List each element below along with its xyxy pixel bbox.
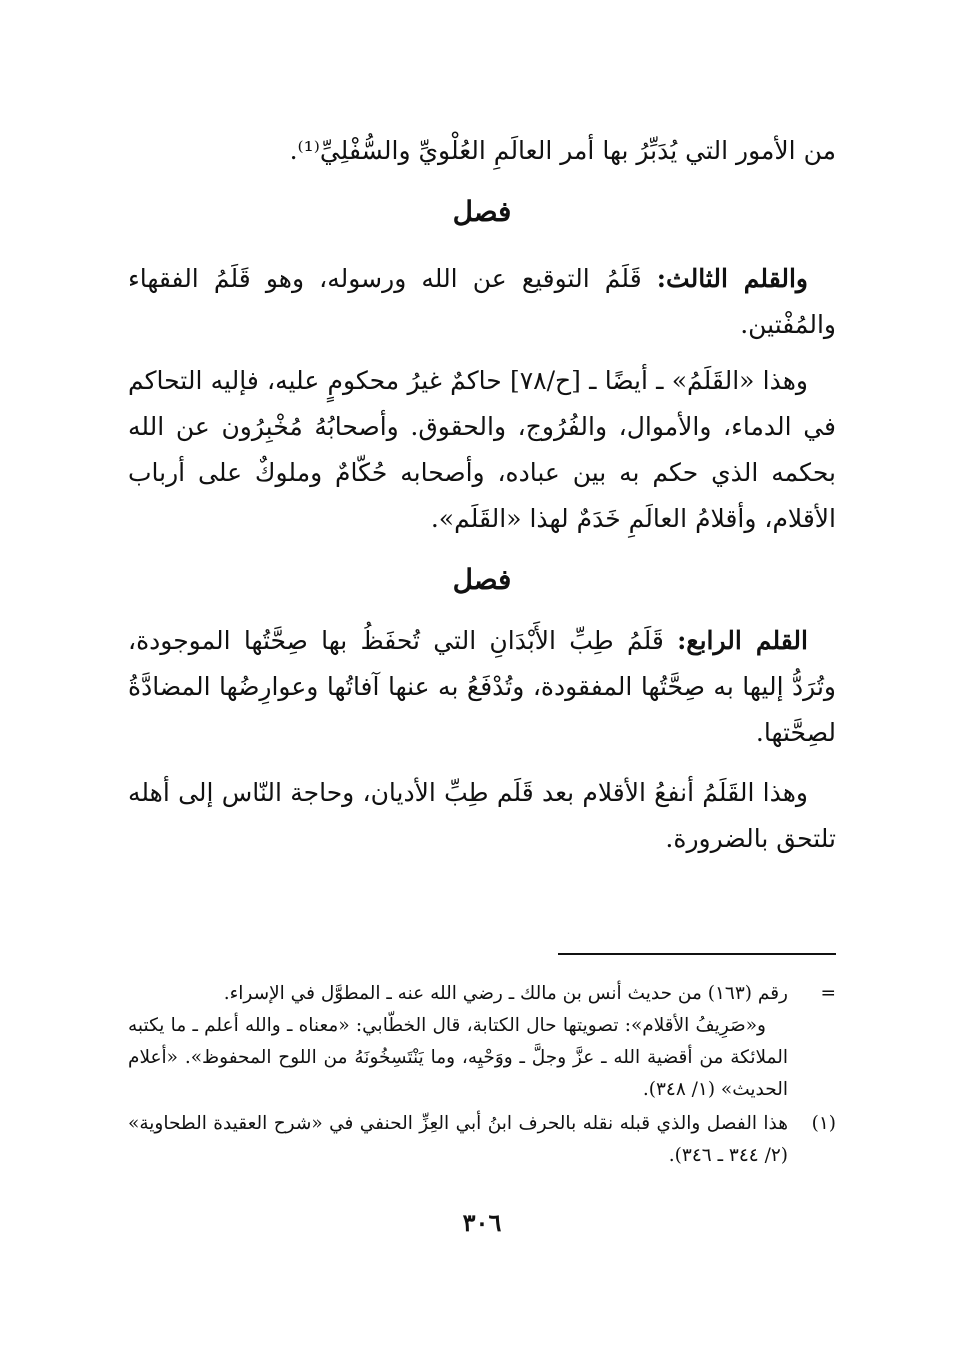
footnote-body (128, 978, 788, 1106)
footnote-line: هذا الفصل والذي قبله نقله بالحرف ابنُ أبي العِزِّ الحنفي في «شرح العقيدة الطحاوية» (٢/ ٣٤٤ ـ ٣٤٦). (128, 1113, 788, 1166)
footnote-body (128, 1108, 788, 1172)
paragraph-text (128, 618, 836, 756)
paragraph-lead: والقلم الثالث: (656, 264, 808, 293)
section-heading: فصل (452, 195, 512, 228)
footnote-line: و«صَرِيفُ الأقلام»: تصويتها حال الكتابة، قال الخطّابي: «معناه ـ والله أعلم ـ ما يكتبه الملائكة من أقضية الله ـ عزَّ وجلَّ ـ ووَحْيِه، وما يَنْتَسِخُونَهُ من اللوح المحفوظ». «أعلام الحديث» (١/ ٣٤٨). (128, 1015, 788, 1100)
paragraph-text: وهذا «القَلَمُ» ـ أيضًا ـ [ح/٧٨] حاكمٌ غيرُ محكومٍ عليه، فإليه التحاكم في الدماء، والأموال، والفُرُوج، والحقوق. وأصحابُهُ مُخْبِرُون عن الله بحكمه الذي حكم به بين عباده، وأصحابه حُكّامٌ وملوكٌ على أرباب الأقلام، وأقلامُ العالَمِ خَدَمٌ لهذا «القَلَم». (128, 366, 836, 533)
footnote-separator (558, 953, 836, 955)
footnote-mark: = (820, 983, 836, 1004)
paragraph-lead: القلم الرابع: (677, 626, 808, 655)
paragraph-body: قَلَمُ طِبِّ الأَبْدَانِ التي تُحفَظُ بها صِحَّتُها الموجودة، وتُرَدُّ إليها به صِحَّتُها المفقودة، وتُدْفَعُ به عنها آفاتُها وعوارِضُها المضادَّةُ لصِحَّتها. (128, 626, 836, 747)
section-heading: فصل (452, 563, 512, 596)
footnote-item (128, 978, 836, 1106)
paragraph-continuation (128, 128, 836, 174)
paragraph-text: من الأمور التي يُدَبِّرُ بها أمر العالَمِ العُلْويِّ والسُّفْلِيِّ⁽¹⁾. (289, 136, 836, 165)
footnote-mark: (١) (811, 1113, 836, 1134)
paragraph-third-pen (128, 256, 836, 348)
footnotes (128, 978, 836, 1172)
footnote-item (128, 1108, 836, 1172)
paragraph-fourth-pen-benefit (128, 770, 836, 862)
paragraph-text (128, 256, 836, 348)
paragraph-text: وهذا القَلَمُ أنفعُ الأقلام بعد قَلَم طِبِّ الأديان، وحاجة النّاس إلى أهله تلتحق بالضرورة. (128, 778, 836, 853)
paragraph-third-pen-detail (128, 358, 836, 542)
paragraph-fourth-pen (128, 618, 836, 756)
footnote-line: رقم (١٦٣) من حديث أنس بن مالك ـ رضي الله عنه ـ المطوَّل في الإسراء. (223, 983, 788, 1004)
paragraph-body: قَلَمُ التوقيع عن الله ورسوله، وهو قَلَمُ الفقهاء والمُفْتين. (128, 264, 836, 339)
page-number: ٣٠٦ (462, 1208, 502, 1237)
